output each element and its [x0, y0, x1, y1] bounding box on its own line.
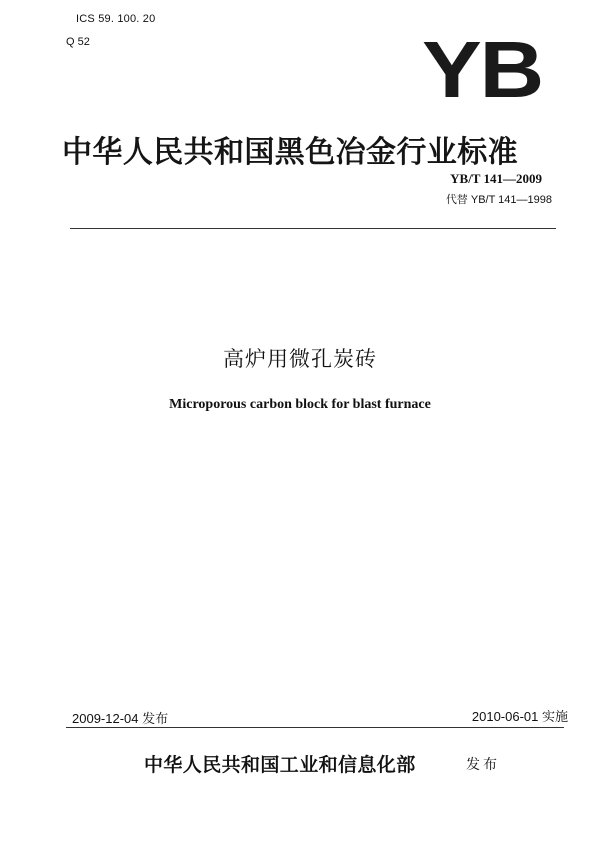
header-divider — [70, 228, 556, 229]
document-title-cn: 高炉用微孔炭砖 — [223, 347, 377, 371]
standard-title: 中华人民共和国黑色冶金行业标准 — [62, 135, 518, 170]
standard-code: YB/T 141—2009 — [450, 171, 542, 186]
footer-divider — [66, 727, 564, 728]
issuing-authority: 中华人民共和国工业和信息化部 — [144, 754, 416, 776]
classification-code: Q 52 — [66, 36, 90, 48]
implementation-date: 2010-06-01 实施 — [471, 709, 568, 724]
publish-label: 发布 — [466, 757, 500, 773]
yb-logo: YB — [422, 25, 542, 114]
document-title-en: Microporous carbon block for blast furnace — [169, 397, 431, 412]
replaces-code: 代替 YB/T 141—1998 — [445, 194, 552, 206]
ics-number: ICS 59. 100. 20 — [76, 13, 156, 25]
issue-date: 2009-12-04 发布 — [72, 711, 169, 726]
